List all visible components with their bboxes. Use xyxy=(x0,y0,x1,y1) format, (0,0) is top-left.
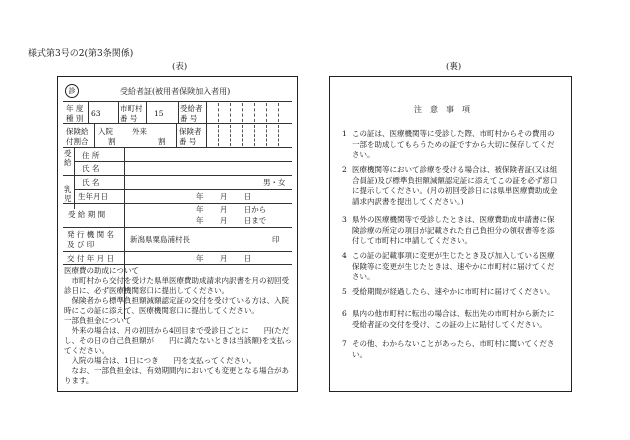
hoken-label-2: 付割合 xyxy=(66,137,89,146)
city-label-2: 番 号 xyxy=(120,114,138,123)
notes-title: 注 意 事 項 xyxy=(414,105,470,114)
seal-icon: 診 xyxy=(65,84,79,98)
notice-line-7: なお、一部負担金は、有効期間内においても変更となる場合があります。 xyxy=(64,366,289,385)
birth-value: 年 月 日 xyxy=(196,192,252,201)
hokensha-label-2: 番 号 xyxy=(179,137,197,146)
side-jukyu: 受給 xyxy=(64,149,72,167)
gairai-label: 外来 xyxy=(132,127,147,136)
hoken-label: 保険給 xyxy=(66,127,89,136)
seal-mark: 印 xyxy=(272,235,280,244)
nendo-value: 63 xyxy=(91,109,101,118)
note-item-1: 1 この証は、医療機関等に受診した際、市町村からその費用の一部を助成してもらうための証ですから大切に保存してください。 xyxy=(342,129,555,159)
side-nyuji: 乳児 xyxy=(64,185,72,203)
front-label: (表) xyxy=(172,62,188,72)
note-item-2: 2 医療機関等において診療を受ける場合は、被保険者証(又は組合員証)及び標準負担額減額認定証に添えてこの証を必ず窓口に提示してください。(月の初回受診日には県単医療費助成金請求内訳書を提出してください。) xyxy=(342,165,558,206)
front-card xyxy=(57,76,298,392)
recipient-label-2: 番 号 xyxy=(180,114,198,123)
back-label: (裏) xyxy=(446,62,462,72)
city-value: 15 xyxy=(154,109,164,118)
note-item-3: 3 県外の医療機関等で受診したときは、医療費助成申請書に保険診療の所定の項目が記載された自己負担分の領収書等を添付して市町村に申請してください。 xyxy=(342,215,555,245)
notice-line-3: 保険者から標準負担額減額認定証の交付を受けている方は、入院時にこの証に添えて、医療機関窓口に提出してください。 xyxy=(64,296,289,315)
form-id: 様式第3号の2(第3条関係) xyxy=(28,49,134,59)
name-label-1: 氏 名 xyxy=(82,164,100,173)
note-item-4: 4 この証の記載事項に変更が生じたとき及び加入している医療保険等に変更が生じたときは、速やかに市町村に届けてください。 xyxy=(342,251,555,281)
notice-line-4: 一部負担金について xyxy=(64,316,132,325)
issuer-label: 発 行 機 関 名 xyxy=(67,230,115,239)
notice-line-5: 外来の場合は、月の初回から4回目まで受診日ごとに 円(ただし、その日の自己負担額が 円に満たないときは当該額)を支払ってください。 xyxy=(64,326,292,355)
note-item-7: 7 その他、わからないことがあったら、市町村に聞いてください。 xyxy=(342,339,555,359)
notice-line-2: 市町村から交付を受けた県単医療費助成請求内訳書を月の初回受診日に、必ず医療機関窓口に提出してください。 xyxy=(64,276,289,295)
note-item-6: 6 県内の他市町村に転出の場合は、転出先の市町村から新たに受給者証の交付を受け、この証の上に貼付してください。 xyxy=(342,309,555,329)
issuer-value: 新潟県粟島浦村長 xyxy=(130,235,190,244)
wari-1: 割 xyxy=(108,137,116,146)
notice-text xyxy=(64,266,292,386)
wari-2: 割 xyxy=(158,137,166,146)
period-from: 年 月 日から xyxy=(196,205,267,214)
shubetsu-label: 種 別 xyxy=(66,114,84,123)
period-to: 年 月 日まで xyxy=(196,216,267,225)
notice-line-6: 入院の場合は、1日につき 円を支払ってください。 xyxy=(64,356,257,365)
issuer-label-2: 及 び 印 xyxy=(67,240,95,249)
back-card xyxy=(329,76,572,392)
address-label: 住 所 xyxy=(82,151,100,160)
hokensha-label: 保険者 xyxy=(179,127,202,136)
issue-date-label: 交 付 年 月 日 xyxy=(67,254,115,263)
city-label: 市町村 xyxy=(120,104,143,113)
birth-label: 生年月日 xyxy=(78,192,108,201)
recipient-label: 受給者 xyxy=(180,104,203,113)
nyuin-label: 入院 xyxy=(98,127,113,136)
note-item-5: 5 受給期間が経過したら、速やかに市町村に届けてください。 xyxy=(342,287,555,296)
gender: 男・女 xyxy=(263,178,286,187)
notice-line-1: 医療費の助成について xyxy=(64,266,139,275)
card-title: 受給者証(被用者保険加入者用) xyxy=(120,87,231,96)
nendo-label: 年 度 xyxy=(66,104,84,113)
name-label-2: 氏 名 xyxy=(82,178,100,187)
issue-date-value: 年 月 日 xyxy=(196,254,252,263)
period-label: 受 給 期 間 xyxy=(68,210,106,219)
